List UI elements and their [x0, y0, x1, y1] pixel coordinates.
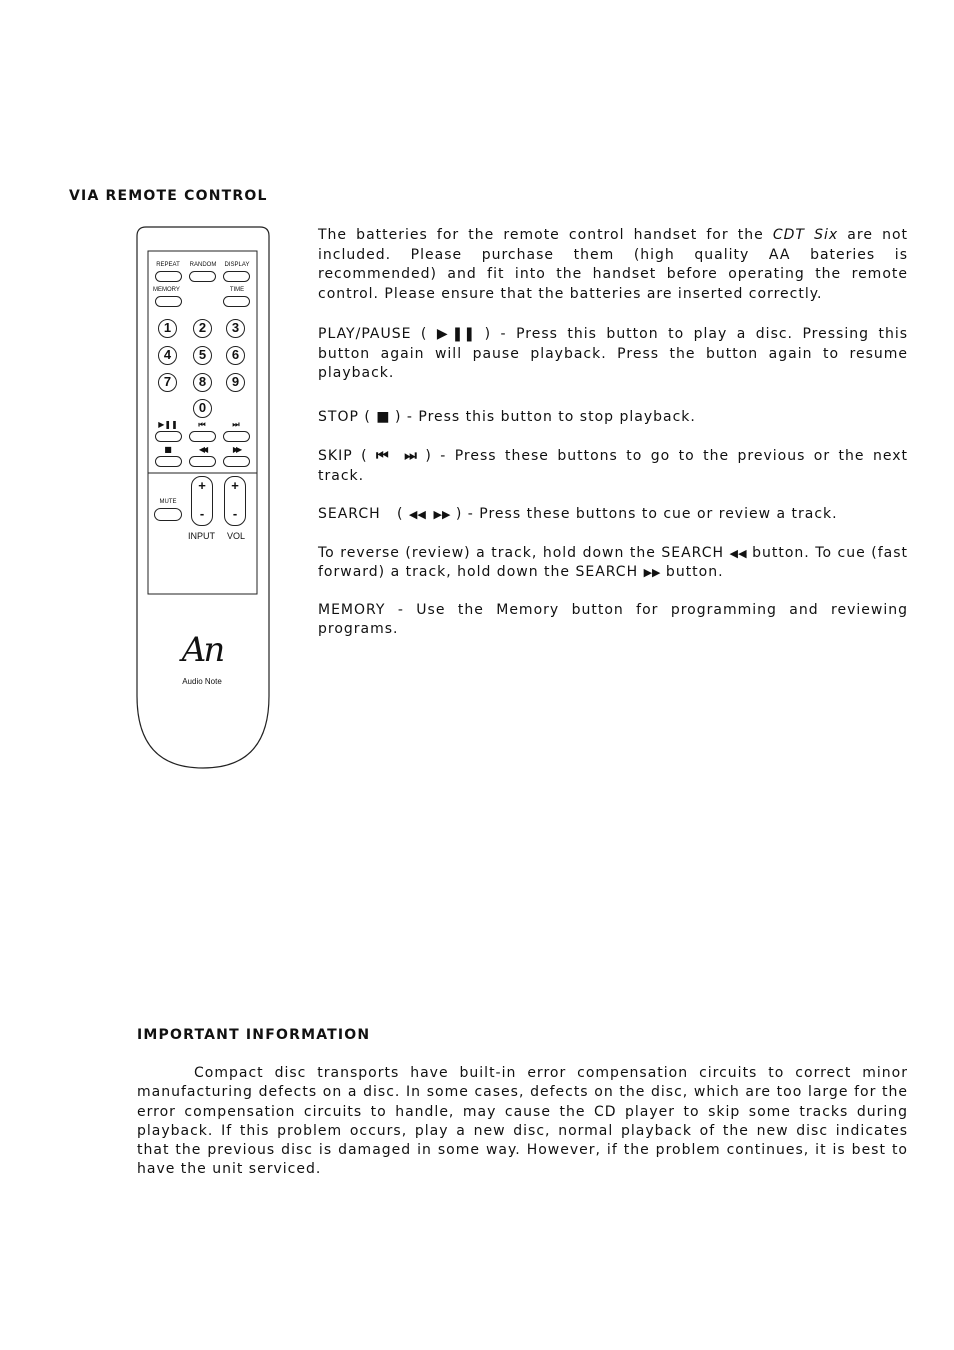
memory-label-text: MEMORY: [318, 601, 386, 618]
digit-9-button[interactable]: 9: [226, 373, 245, 392]
important-information-paragraph: [137, 1064, 908, 1180]
volume-rocker[interactable]: [224, 476, 246, 526]
rewind-button[interactable]: [189, 456, 216, 467]
batteries-text-start: The batteries for the remote control handset for the: [318, 227, 773, 243]
digit-2-button[interactable]: 2: [193, 319, 212, 338]
stop-text: ) - Press this button to stop playback.: [394, 408, 696, 425]
rewind-icon: ◀◀: [198, 445, 206, 454]
input-plus-icon: +: [198, 478, 206, 493]
fast-forward-icon: ▶▶: [232, 445, 240, 454]
audio-note-logo-icon: An: [181, 630, 223, 670]
digit-0-button[interactable]: 0: [193, 399, 212, 418]
important-information-text: Compact disc transports have built-in error compensation circuits to correct minor manufacturing defects on a disc. In some cases, defects on the disc, which are too large for the error compensation circuits to handle, may cause the CD player to skip some tracks during playback. If this problem occurs, play a new disc, normal playback of the new disc indicates that the previous disc is damaged in some way. However, if the problem continues, it is best to have the unit serviced.: [137, 1065, 908, 1178]
repeat-label: REPEAT: [156, 262, 180, 268]
stop-label: STOP (: [318, 408, 371, 425]
play-pause-text: ) - Press this button to play a disc. Pressing this button again will pause playback. Press the button again to resume playback.: [318, 326, 909, 381]
digit-3-button[interactable]: 3: [226, 319, 245, 338]
stop-paragraph: [318, 408, 908, 428]
digit-8-button[interactable]: 8: [193, 373, 212, 392]
remote-control-illustration: [136, 226, 270, 770]
previous-track-button[interactable]: [189, 431, 216, 442]
memory-label: MEMORY: [153, 287, 180, 293]
reverse-paragraph: [318, 544, 908, 583]
stop-symbol-icon: ■: [376, 408, 390, 425]
search-symbol-icon: ◀◀ ▶▶: [408, 508, 451, 521]
input-label: INPUT: [188, 531, 215, 541]
input-rocker[interactable]: [191, 476, 213, 526]
memory-paragraph: [318, 601, 908, 640]
random-button[interactable]: [189, 271, 216, 282]
play-pause-label: PLAY/PAUSE (: [318, 326, 428, 342]
digit-1-button[interactable]: 1: [158, 319, 177, 338]
digit-4-button[interactable]: 4: [158, 346, 177, 365]
memory-button[interactable]: [155, 296, 182, 307]
stop-button[interactable]: [155, 456, 182, 467]
digit-5-button[interactable]: 5: [193, 346, 212, 365]
stop-icon: ■: [164, 445, 172, 454]
search-text: ) - Press these buttons to cue or review a track.: [455, 506, 838, 522]
digit-7-button[interactable]: 7: [158, 373, 177, 392]
next-track-button[interactable]: [223, 431, 250, 442]
search-paragraph: [318, 505, 908, 525]
next-track-icon: ⏭: [232, 420, 240, 429]
digit-6-button[interactable]: 6: [226, 346, 245, 365]
reverse-text-3: button.: [660, 564, 724, 580]
fast-forward-button[interactable]: [223, 456, 250, 467]
play-pause-paragraph: [318, 325, 908, 384]
skip-label: SKIP (: [318, 448, 368, 464]
forward-symbol-icon: ▶▶: [643, 566, 661, 579]
product-name: CDT Six: [772, 227, 839, 243]
mute-button[interactable]: [154, 508, 182, 521]
batteries-text-end: are not included. Please purchase them (high quality AA bateries is recommended) and fit into the handset before operating the remote control. Please ensure that the batteries are inserted correctly.: [318, 227, 908, 302]
rewind-symbol-icon: ◀◀: [729, 546, 747, 560]
repeat-button[interactable]: [155, 271, 182, 282]
reverse-text-2: button. To cue (fast forward) a track, hold down the SEARCH: [318, 544, 908, 580]
section-heading-important-information: IMPORTANT INFORMATION: [137, 1027, 371, 1043]
memory-text: - Use the Memory button for programming and reviewing programs.: [318, 601, 908, 637]
play-pause-button[interactable]: [155, 431, 182, 442]
play-pause-icon: ▶❚❚: [158, 420, 178, 429]
reverse-text-1: To reverse (review) a track, hold down the SEARCH: [318, 544, 730, 561]
brand-name: Audio Note: [182, 677, 222, 686]
time-label: TIME: [229, 287, 245, 293]
section-heading-remote: VIA REMOTE CONTROL: [69, 188, 268, 204]
previous-track-icon: ⏮: [198, 420, 206, 429]
play-pause-symbol-icon: ▶❚❚: [436, 326, 476, 342]
volume-minus-icon: -: [232, 506, 238, 521]
time-button[interactable]: [223, 296, 250, 307]
mute-label: MUTE: [159, 499, 177, 505]
batteries-paragraph: [318, 226, 908, 304]
remote-instructions: [318, 226, 908, 640]
vol-label: VOL: [227, 531, 246, 541]
input-minus-icon: -: [199, 506, 205, 521]
skip-paragraph: [318, 447, 908, 486]
display-button[interactable]: [223, 271, 250, 282]
display-label: DISPLAY: [224, 262, 250, 268]
skip-symbol-icon: ⏮ ⏭: [375, 448, 417, 464]
volume-plus-icon: +: [231, 478, 239, 493]
random-label: RANDOM: [189, 262, 217, 268]
search-label: SEARCH (: [318, 506, 404, 522]
skip-text: ) - Press these buttons to go to the previous or the next track.: [318, 448, 908, 484]
